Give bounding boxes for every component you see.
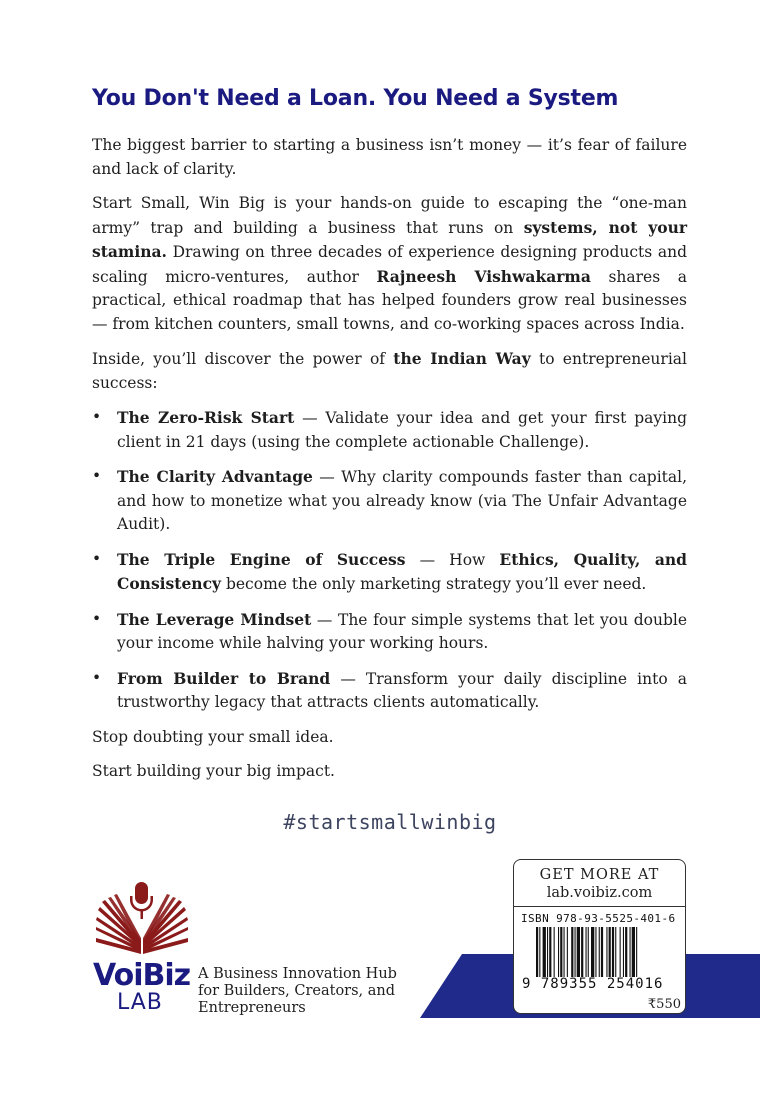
- author-name: Rajneesh Vishwakarma: [376, 266, 591, 286]
- isbn-barcode-box: [513, 859, 686, 1014]
- list-item: • The Triple Engine of Success — How Ethics, Quality, and Consistency become the only marketing strategy you’ll ever need.: [92, 549, 687, 593]
- feature-list: [92, 406, 687, 715]
- description-paragraph: Start Small, Win Big is your hands-on guide to escaping the “one-man army” trap and building a business that runs on systems, not your stamina. Drawing on three decades of experience designing products and scaling micro-ventures, author Rajneesh Vishwakarma shares a practical, ethical roadmap that has helped founders grow real businesses — from kitchen counters, small towns, and co-working spaces across India.: [92, 194, 688, 333]
- list-item: • The Leverage Mindset — The four simple systems that let you double your income while halving your working hours.: [92, 609, 687, 652]
- list-item: • The Clarity Advantage — Why clarity compounds faster than capital, and how to monetize what you already know (via The Unfair Advantage Audit).: [92, 467, 687, 533]
- divider: [514, 906, 685, 907]
- bullet-dot: •: [92, 467, 102, 485]
- publisher-logo-sub: LAB: [117, 990, 163, 1015]
- isbn-number: ISBN 978-93-5525-401-6: [521, 912, 676, 925]
- barcode-digits: 9 789355 254016: [522, 976, 664, 992]
- get-more-label: GET MORE AT: [539, 867, 660, 883]
- website-url: lab.voibiz.com: [546, 885, 653, 901]
- intro-paragraph: The biggest barrier to starting a business isn’t money — it’s fear of failure and lack of clarity.: [92, 136, 687, 178]
- bullet-dot: •: [92, 408, 102, 426]
- barcode-icon: [536, 927, 666, 977]
- emphasis-indian-way: the Indian Way: [393, 349, 531, 368]
- bullet-dot: •: [92, 549, 102, 568]
- list-item: • From Builder to Brand — Transform your daily discipline into a trustworthy legacy that attracts clients automatically.: [92, 668, 687, 711]
- publisher-tagline: A Business Innovation Hub for Builders, Creators, and Entrepreneurs: [198, 966, 397, 1016]
- blurb-body: [92, 134, 687, 795]
- closing-line-2: Start building your big impact.: [92, 762, 335, 780]
- price: ₹550: [647, 997, 681, 1012]
- hashtag: #startsmallwinbig: [283, 810, 497, 834]
- bullet-dot: •: [92, 609, 102, 628]
- inside-paragraph: Inside, you’ll discover the power of the Indian Way to entrepreneurial success:: [92, 349, 687, 392]
- list-item: • The Zero-Risk Start — Validate your idea and get your first paying client in 21 days (using the complete actionable Challenge).: [92, 408, 687, 451]
- closing-line-1: Stop doubting your small idea.: [92, 727, 334, 746]
- publisher-logo-name: VoiBiz: [93, 958, 191, 993]
- bullet-dot: •: [92, 668, 102, 687]
- back-cover-title: You Don't Need a Loan. You Need a System: [92, 86, 619, 111]
- emphasis-systems: systems, not your stamina.: [92, 217, 688, 261]
- voibiz-microphone-book-icon: [94, 880, 190, 956]
